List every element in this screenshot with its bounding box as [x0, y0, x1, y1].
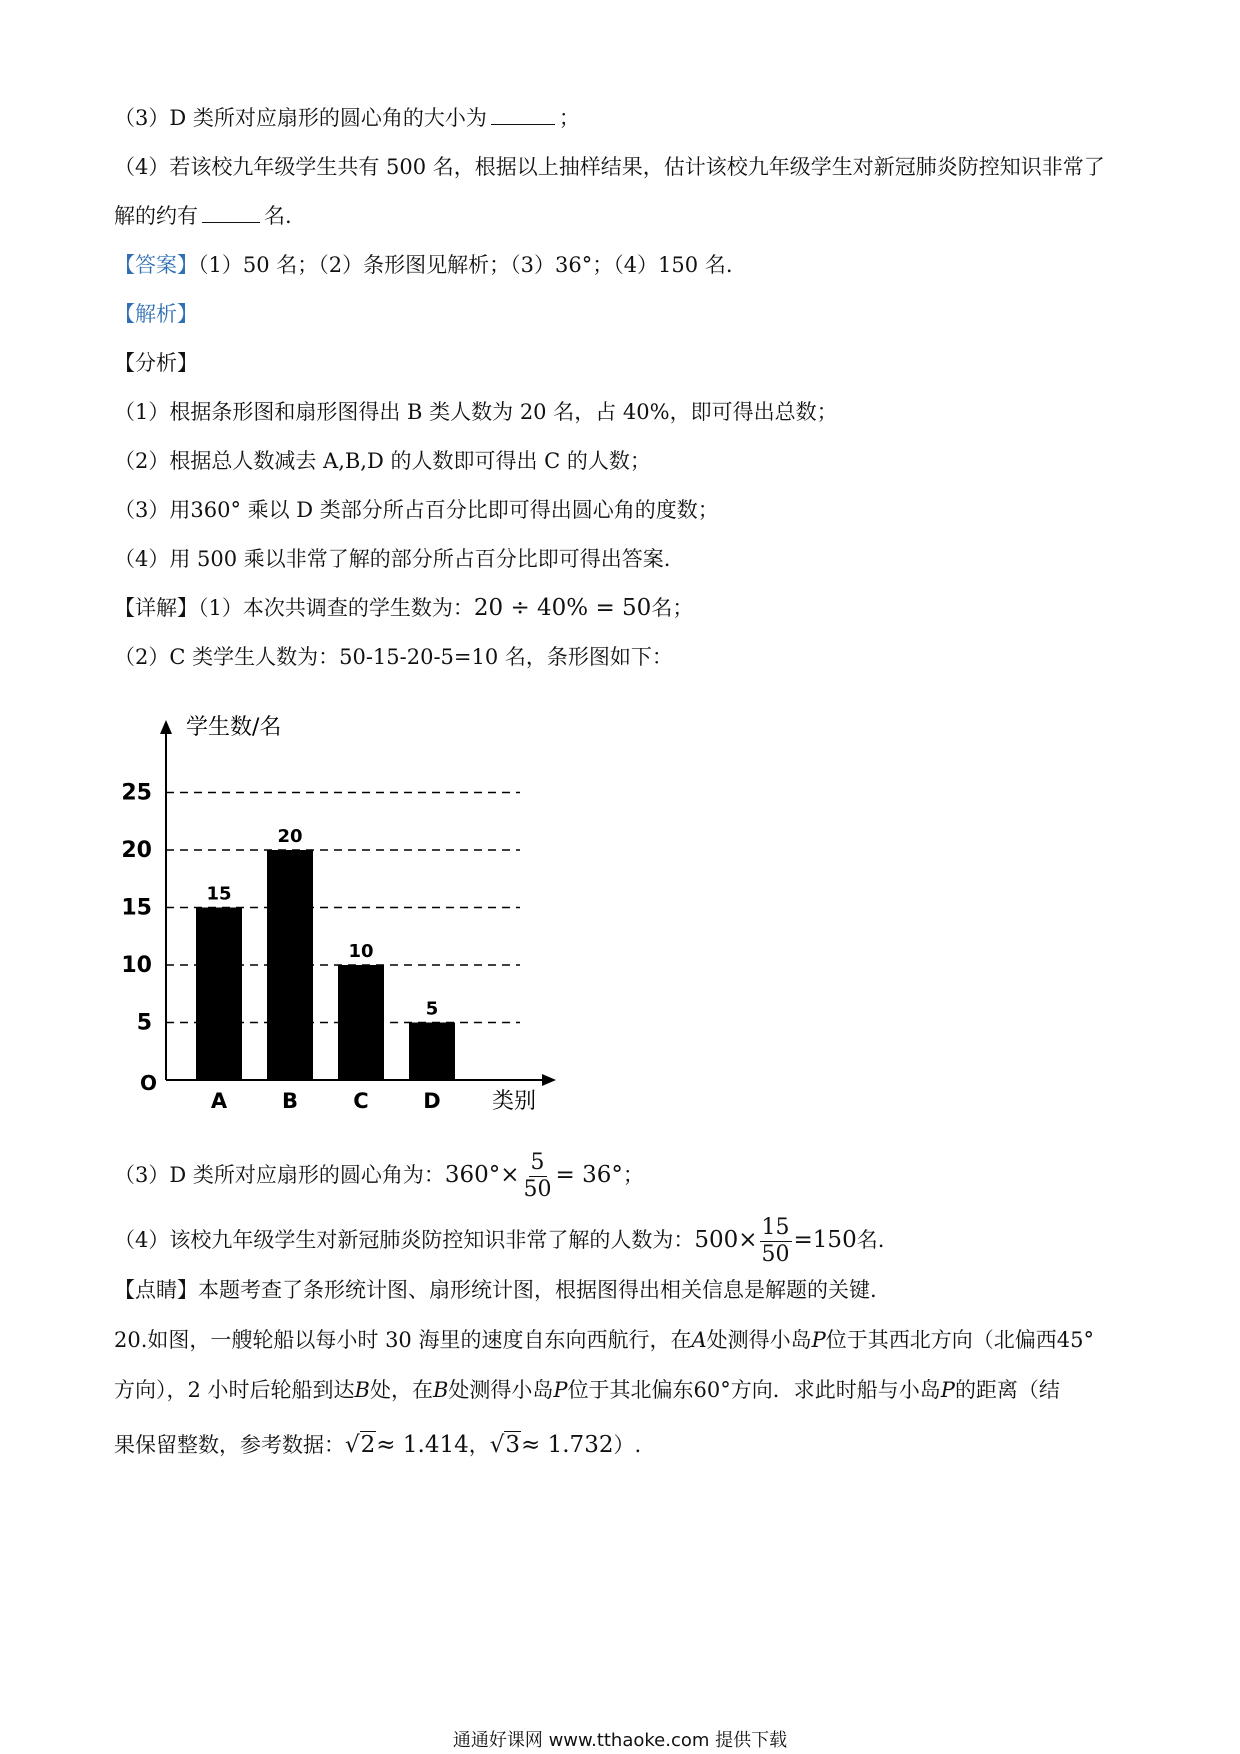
data-label-A: 15 — [206, 883, 232, 905]
fenxi-step3: （3）用360° 乘以 D 类部分所占百分比即可得出圆心角的度数； — [114, 498, 719, 522]
xiangjie-formula: 20 ÷ 40% = 50 — [473, 595, 652, 621]
y-tick-label-25: 25 — [121, 780, 152, 806]
y-tick-label-5: 5 — [136, 1010, 152, 1036]
sqrt3-expr: √3 — [489, 1432, 521, 1458]
x-tick-label-B: B — [281, 1089, 299, 1113]
q4-line1: （4）若该校九年级学生共有 500 名，根据以上抽样结果，估计该校九年级学生对新冠肺炎防控知识非常了 — [114, 155, 1105, 179]
answer-tag: 【答案】 — [114, 253, 198, 277]
answer-line — [114, 250, 1140, 280]
x-tick-label-D: D — [423, 1089, 441, 1113]
q4-solution: （4）该校九年级学生对新冠肺炎防控知识非常了解的人数为：500× $\frac{15}{50}$ =150名. — [114, 1215, 885, 1267]
q20-line3: 果保留整数，参考数据：√2≈ 1.414，√3≈ 1.732）. — [114, 1432, 642, 1458]
data-label-B: 20 — [277, 826, 303, 847]
y-axis-label: 学生数/名 — [186, 715, 282, 740]
q4-blank — [202, 204, 260, 223]
bar-A — [196, 908, 242, 1081]
y-axis-arrow — [160, 720, 172, 734]
q3-fraction: $\frac{5}{50}$ — [523, 1150, 552, 1202]
bar-C — [338, 965, 384, 1080]
y-tick-label-10: 10 — [121, 953, 152, 978]
x-axis-arrow — [542, 1074, 556, 1086]
x-tick-label-C: C — [353, 1089, 369, 1113]
answer-text: （1）50 名；（2）条形图见解析；（3）36°；（4）150 名. — [198, 253, 733, 277]
fenxi-step1: （1）根据条形图和扇形图得出 B 类人数为 20 名，占 40%，即可得出总数； — [114, 400, 838, 424]
xiangjie-tag: 【详解】 — [114, 596, 198, 620]
sqrt2-expr: √2 — [345, 1432, 376, 1458]
bar-chart — [110, 700, 580, 1120]
q3-blank — [491, 106, 555, 125]
q20-line2: 方向），2 小时后轮船到达B处，在B处测得小岛P位于其北偏东60°方向．求此时船与小岛P的距离（结 — [114, 1378, 1060, 1402]
dianjing-line: 【点睛】本题考查了条形统计图、扇形统计图，根据图得出相关信息是解题的关键. — [114, 1278, 877, 1302]
data-label-C: 10 — [348, 941, 374, 962]
x-tick-label-A: A — [210, 1089, 228, 1113]
y-tick-label-15: 15 — [121, 895, 152, 921]
xiangjie-line1: 【详解】（1）本次共调查的学生数为：20 ÷ 40% = 50名； — [114, 595, 694, 621]
q4-line2: 解的约有 名. — [114, 204, 292, 228]
bar-D — [409, 1023, 455, 1081]
dianjing-tag: 【点睛】 — [114, 1278, 198, 1302]
q3-solution: （3）D 类所对应扇形的圆心角为：360°× $\frac{5}{50}$ = 36°； — [114, 1150, 644, 1202]
q20-line1: 20.如图，一艘轮船以每小时 30 海里的速度自东向西航行，在A处测得小岛P位于其西北方向（北偏西45° — [114, 1328, 1095, 1352]
bar-B — [267, 850, 313, 1080]
analysis-tag: 【解析】 — [114, 302, 198, 326]
fenxi-step2: （2）根据总人数减去 A,B,D 的人数即可得出 C 的人数； — [114, 449, 651, 473]
xiangjie-line2: （2）C 类学生人数为：50-15-20-5=10 名，条形图如下： — [114, 645, 673, 669]
y-tick-label-20: 20 — [121, 838, 152, 863]
data-label-D: 5 — [425, 998, 439, 1020]
q3-line: （3）D 类所对应扇形的圆心角的大小为 ； — [114, 106, 580, 130]
fenxi-tag: 【分析】 — [114, 351, 198, 375]
footer: 通通好课网 www.tthaoke.com 提供下载 — [452, 1730, 788, 1751]
x-axis-label: 类别 — [492, 1089, 537, 1114]
q4-fraction: $\frac{15}{50}$ — [761, 1215, 790, 1267]
origin-label: O — [140, 1071, 158, 1095]
fenxi-step4: （4）用 500 乘以非常了解的部分所占百分比即可得出答案. — [114, 547, 671, 571]
